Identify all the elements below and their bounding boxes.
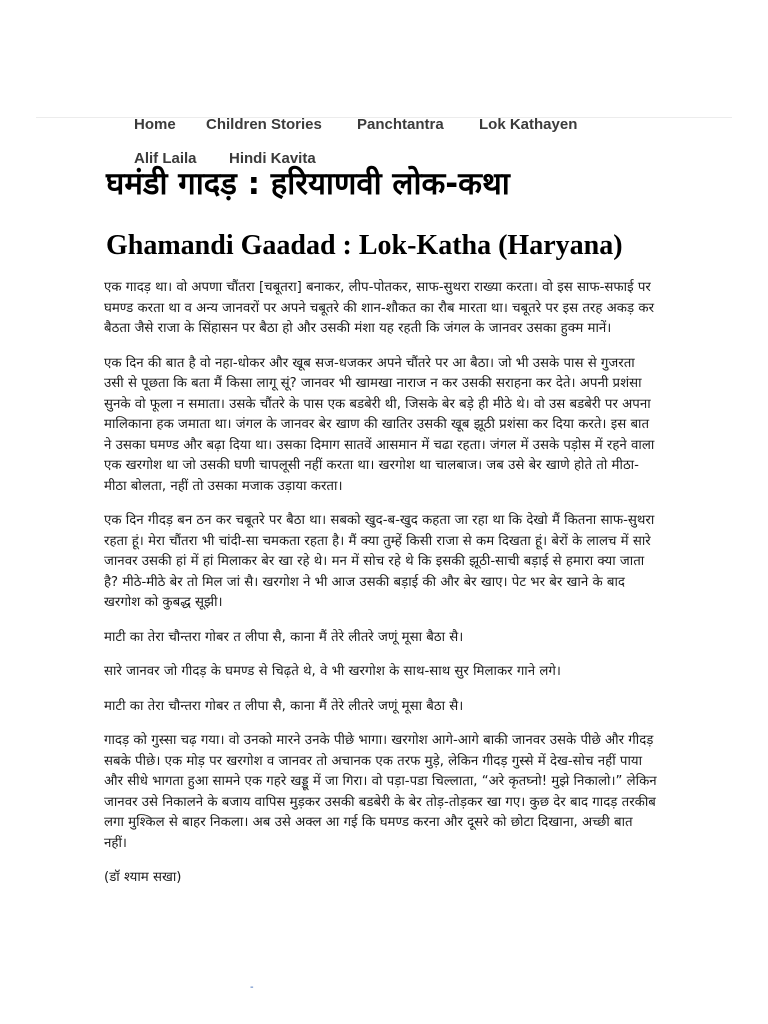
story-verse-1: माटी का तेरा चौन्तरा गोबर त लीपा सै, काना मैं तेरे लीतरे जणूं मूसा बैठा सै।	[104, 629, 464, 645]
story-paragraph-1: एक गादड़ था। वो अपणा चौंतरा [चबूतरा] बनाकर, लीप-पोतकर, साफ-सुथरा राख्या करता। वो इस साफ-सफाई पर घमण्ड करता था व अन्य जानवरों पर अपने चबूतरे की शान-शौकत का रौब मारता था। चबूतरे पर इस तरह अकड़ कर बैठता जैसे राजा के सिंहासन पर बैठा हो और उसकी मंशा यह रहती कि जंगल के जानवर उसका हुक्म मानें।	[104, 280, 655, 336]
nav-link-lok-kathayen[interactable]: Lok Kathayen	[479, 116, 578, 133]
nav-link-home[interactable]: Home	[134, 116, 176, 133]
nav-link-hindi-kavita[interactable]: Hindi Kavita	[229, 150, 316, 167]
story-verse-2: माटी का तेरा चौन्तरा गोबर त लीपा सै, काना मैं तेरे लीतरे जणूं मूसा बैठा सै।	[104, 698, 464, 714]
nav-link-children-stories[interactable]: Children Stories	[206, 116, 322, 133]
footer-link-mark[interactable]: -	[250, 982, 254, 993]
page-title-hindi: घमंडी गादड़ : हरियाणवी लोक-कथा	[106, 166, 510, 202]
story-author: (डॉ श्याम सखा)	[104, 870, 182, 885]
story-paragraph-5: गादड़ को गुस्सा चढ़ गया। वो उनको मारने उनके पीछे भागा। खरगोश आगे-आगे बाकी जानवर उसके पीछे और गीदड़ सबके पीछे। एक मोड़ पर खरगोश व जानवर तो अचानक एक तरफ मुड़े, लेकिन गीदड़ गुस्से में देख-सोच नहीं पाया और सीधे भागता हुआ सामने एक गहरे खड्डू में जा गिरा। वो पड़ा-पडा चिल्लाता, “अरे कृतघ्नो! मुझे निकालो।” लेकिन जानवर उसे निकालने के बजाय वापिस मुड़कर उसकी बडबेरी के बेर तोड़-तोड़कर खा गए। कुछ देर बाद गादड़ तरकीब लगा मुश्किल से बाहर निकला। अब उसे अक्ल आ गई कि घमण्ड करना और दूसरे को छोटा दिखाना, अच्छी बात नहीं।	[104, 733, 657, 851]
story-content	[104, 278, 658, 903]
nav-link-alif-laila[interactable]: Alif Laila	[134, 150, 197, 167]
story-paragraph-4: सारे जानवर जो गीदड़ के घमण्ड से चिढ़ते थे, वे भी खरगोश के साथ-साथ सुर मिलाकर गाने लगे।	[104, 664, 561, 679]
story-paragraph-2: एक दिन की बात है वो नहा-धोकर और खूब सज-धजकर अपने चौंतरे पर आ बैठा। जो भी उसके पास से गुजरता उसी से पूछता कि बता मैं किसा लागू सूं? जानवर भी खामखा नाराज न कर उसकी सराहना कर देते। अपनी प्रशंसा सुनके वो फूला न समाता। उसके चौंतरे के पास एक बडबेरी थी, जिसके बेर बड़े ही मीठे थे। वो उस बडबेरी पर अपना मालिकाना हक जमाता था। जंगल के जानवर बेर खाण की खातिर उसकी खूब झूठी प्रशंसा कर दिया करते। इस बात ने उसका घमण्ड और बढ़ा दिया था। उसका दिमाग सातवें आसमान में चढा रहता। जंगल में उसके पड़ोस में रहने वाला एक खरगोश था जो उसकी घणी चापलूसी नहीं करता था। खरगोश था चालबाज। जब उसे बेर खाणे होते तो मीठा-मीठा बोलता, नहीं तो उसका मजाक उड़ाया करता।	[104, 355, 655, 494]
page-title-english: Ghamandi Gaadad : Lok-Katha (Haryana)	[106, 230, 623, 261]
story-paragraph-3: एक दिन गीदड़ बन ठन कर चबूतरे पर बैठा था। सबको खुद-ब-खुद कहता जा रहा था कि देखो मैं कितना साफ-सुथरा रहता हूं। मेरा चौंतरा भी चांदी-सा चमकता रहता है। मैं क्या तुम्हें किसी राजा से कम दिखता हूं। बेरों के लालच में सारे जानवर उसकी हां में हां मिलाकर बेर खा रहे थे। मन में सोच रहे थे कि इसकी झूठी-साची बड़ाई से हमारा क्या जाता है? मीठे-मीठे बेर तो मिल जां सै। खरगोश ने भी आज उसकी बड़ाई की और बेर खाए। पेट भर बेर खाने के बाद खरगोश को कुबद्ध सूझी।	[104, 513, 655, 610]
nav-link-panchtantra[interactable]: Panchtantra	[357, 116, 444, 133]
